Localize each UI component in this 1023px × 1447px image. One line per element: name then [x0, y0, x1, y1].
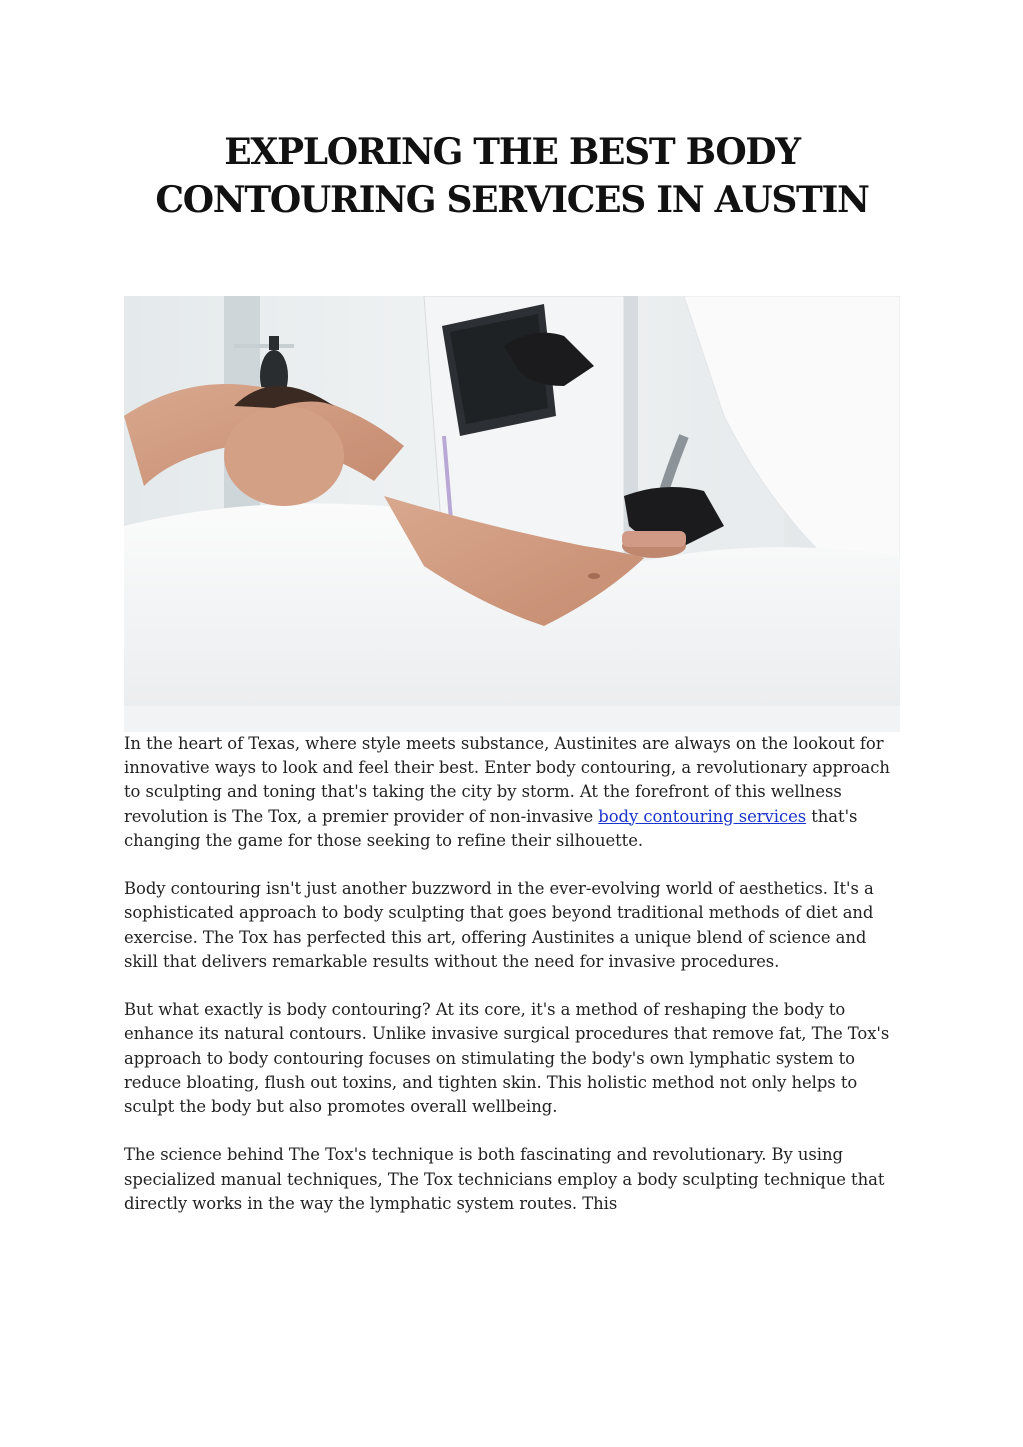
page-title	[124, 128, 900, 224]
title-line-1: EXPLORING THE BEST BODY	[224, 131, 800, 173]
title-line-2: CONTOURING SERVICES IN AUSTIN	[155, 179, 869, 221]
paragraph-1-text-end: that's changing the game for those seeking to refine their silhouette.	[124, 806, 858, 850]
body-contouring-treatment-photo	[124, 296, 900, 732]
photo-illustration	[124, 296, 900, 732]
paragraph-3: But what exactly is body contouring? At its core, it's a method of reshaping the body to enhance its natural contours. Unlike invasive surgical procedures that remove fat, The Tox's approach to body contouring focuses on stimulating the body's own lymphatic system to reduce bloating, flush out toxins, and tighten skin. This holistic method not only helps to sculpt the body but also promotes overall wellbeing.	[124, 1000, 890, 1117]
body-contouring-services-link[interactable]: body contouring services	[598, 806, 807, 826]
paragraph-1-text-start: In the heart of Texas, where style meets substance, Austinites are always on the lookout for innovative ways to look and feel their best. Enter body contouring, a revolutionary approach to sculpting and toning that's taking the city by storm. At the forefront of this wellness revolution is The Tox, a premier provider of non-invasive	[124, 734, 890, 826]
article-body	[124, 732, 900, 1240]
paragraph-4: The science behind The Tox's technique is both fascinating and revolutionary. By using specialized manual techniques, The Tox technicians employ a body sculpting technique that directly works in the way the lymphatic system routes. This	[124, 1145, 885, 1213]
paragraph-1	[124, 732, 900, 853]
paragraph-2: Body contouring isn't just another buzzword in the ever-evolving world of aesthetics. It's a sophisticated approach to body sculpting that goes beyond traditional methods of diet and exercise. The Tox has perfected this art, offering Austinites a unique blend of science and skill that delivers remarkable results without the need for invasive procedures.	[124, 879, 874, 971]
